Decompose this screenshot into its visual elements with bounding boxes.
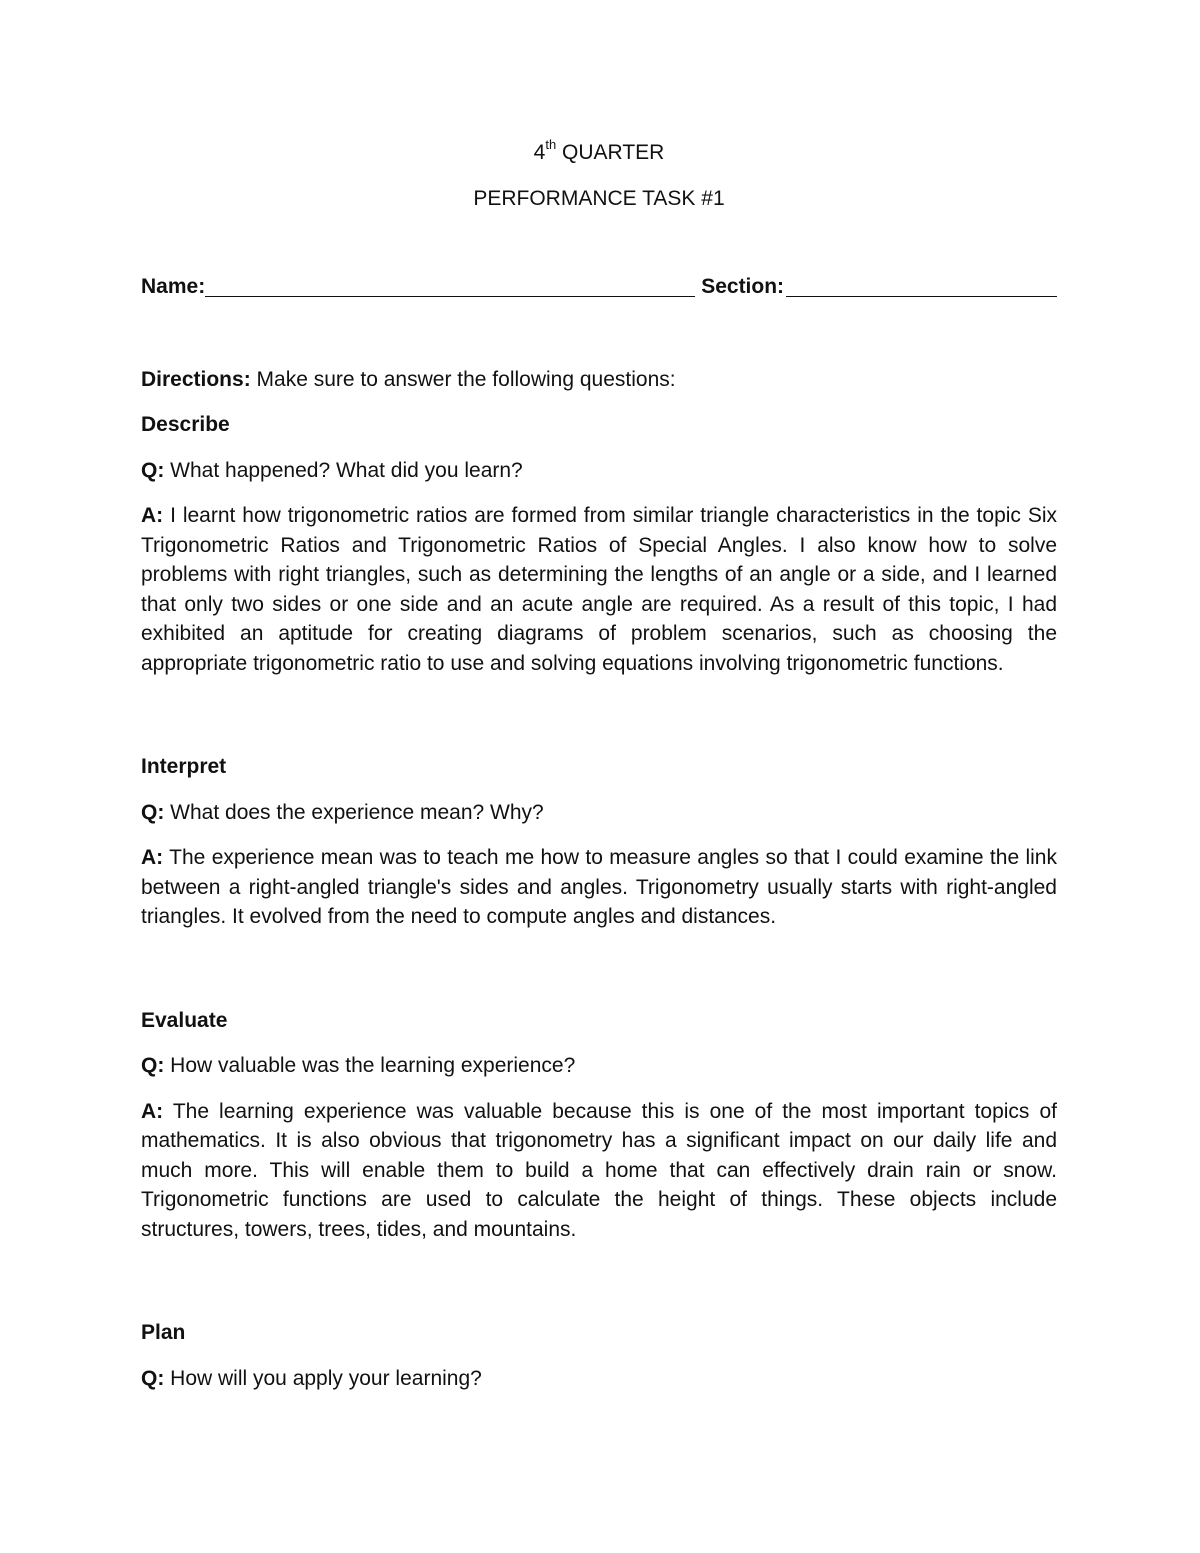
name-section-row bbox=[141, 272, 1057, 302]
section-heading-evaluate: Evaluate bbox=[141, 1008, 228, 1032]
question-text: How valuable was the learning experience? bbox=[164, 1054, 576, 1077]
title-suffix: th bbox=[545, 137, 557, 152]
q-label: Q: bbox=[141, 1366, 165, 1390]
a-label: A: bbox=[141, 504, 164, 527]
page-subtitle: PERFORMANCE TASK #1 bbox=[473, 187, 725, 210]
page-title bbox=[141, 138, 1057, 168]
section-heading-plan: Plan bbox=[141, 1321, 186, 1344]
title-number: 4 bbox=[533, 141, 546, 164]
section-blank-line[interactable] bbox=[786, 274, 1057, 297]
question-evaluate bbox=[141, 1051, 1057, 1081]
directions bbox=[141, 365, 1057, 395]
title-rest: QUARTER bbox=[556, 141, 665, 164]
document-page bbox=[141, 138, 1057, 1409]
question-plan bbox=[141, 1364, 1057, 1394]
section-label: Section: bbox=[701, 275, 785, 298]
answer-text: I learnt how trigonometric ratios are formed from similar triangle characteristics in the topic Six Trigonometric Ratios and Trigonometric Ratios of Special Angles. I also know how to solve problems with right triangles, such as determining the lengths of an angle or a side, and I learned that only two sides or one side and an acute angle are required. As a result of this topic, I had exhibited an aptitude for creating diagrams of problem scenarios, such as choosing the appropriate trigonometric ratio to use and solving equations involving trigonometric functions. bbox=[141, 504, 1057, 675]
answer-describe bbox=[141, 501, 1057, 678]
name-label: Name: bbox=[141, 275, 206, 298]
question-text: What does the experience mean? Why? bbox=[164, 800, 544, 824]
directions-label: Directions: bbox=[141, 367, 251, 391]
section-heading-describe: Describe bbox=[141, 413, 230, 436]
answer-interpret bbox=[141, 843, 1057, 932]
q-label: Q: bbox=[141, 800, 165, 824]
q-label: Q: bbox=[141, 1054, 165, 1077]
question-text: What happened? What did you learn? bbox=[164, 458, 523, 482]
section-heading-interpret: Interpret bbox=[141, 755, 227, 778]
answer-evaluate bbox=[141, 1097, 1057, 1245]
name-blank-line[interactable] bbox=[205, 274, 695, 297]
spacer bbox=[141, 932, 1057, 1006]
a-label: A: bbox=[141, 1099, 164, 1123]
question-interpret bbox=[141, 798, 1057, 828]
question-text: How will you apply your learning? bbox=[164, 1366, 482, 1390]
answer-text: The learning experience was valuable because this is one of the most important topics of mathematics. It is also obvious that trigonometry has a significant impact on our daily life and much more. This will enable them to build a home that can effectively drain rain or snow. Trigonometric functions are used to calculate the height of things. These objects include structures, towers, trees, tides, and mountains. bbox=[141, 1099, 1057, 1241]
answer-text: The experience mean was to teach me how to measure angles so that I could examine the link between a right-angled triangle's sides and angles. Trigonometry usually starts with right-angled triangles. It evolved from the need to compute angles and distances. bbox=[141, 846, 1057, 928]
directions-text: Make sure to answer the following questions: bbox=[250, 367, 676, 391]
a-label: A: bbox=[141, 846, 164, 869]
question-describe bbox=[141, 456, 1057, 486]
q-label: Q: bbox=[141, 458, 165, 482]
spacer bbox=[141, 1244, 1057, 1318]
spacer bbox=[141, 678, 1057, 752]
